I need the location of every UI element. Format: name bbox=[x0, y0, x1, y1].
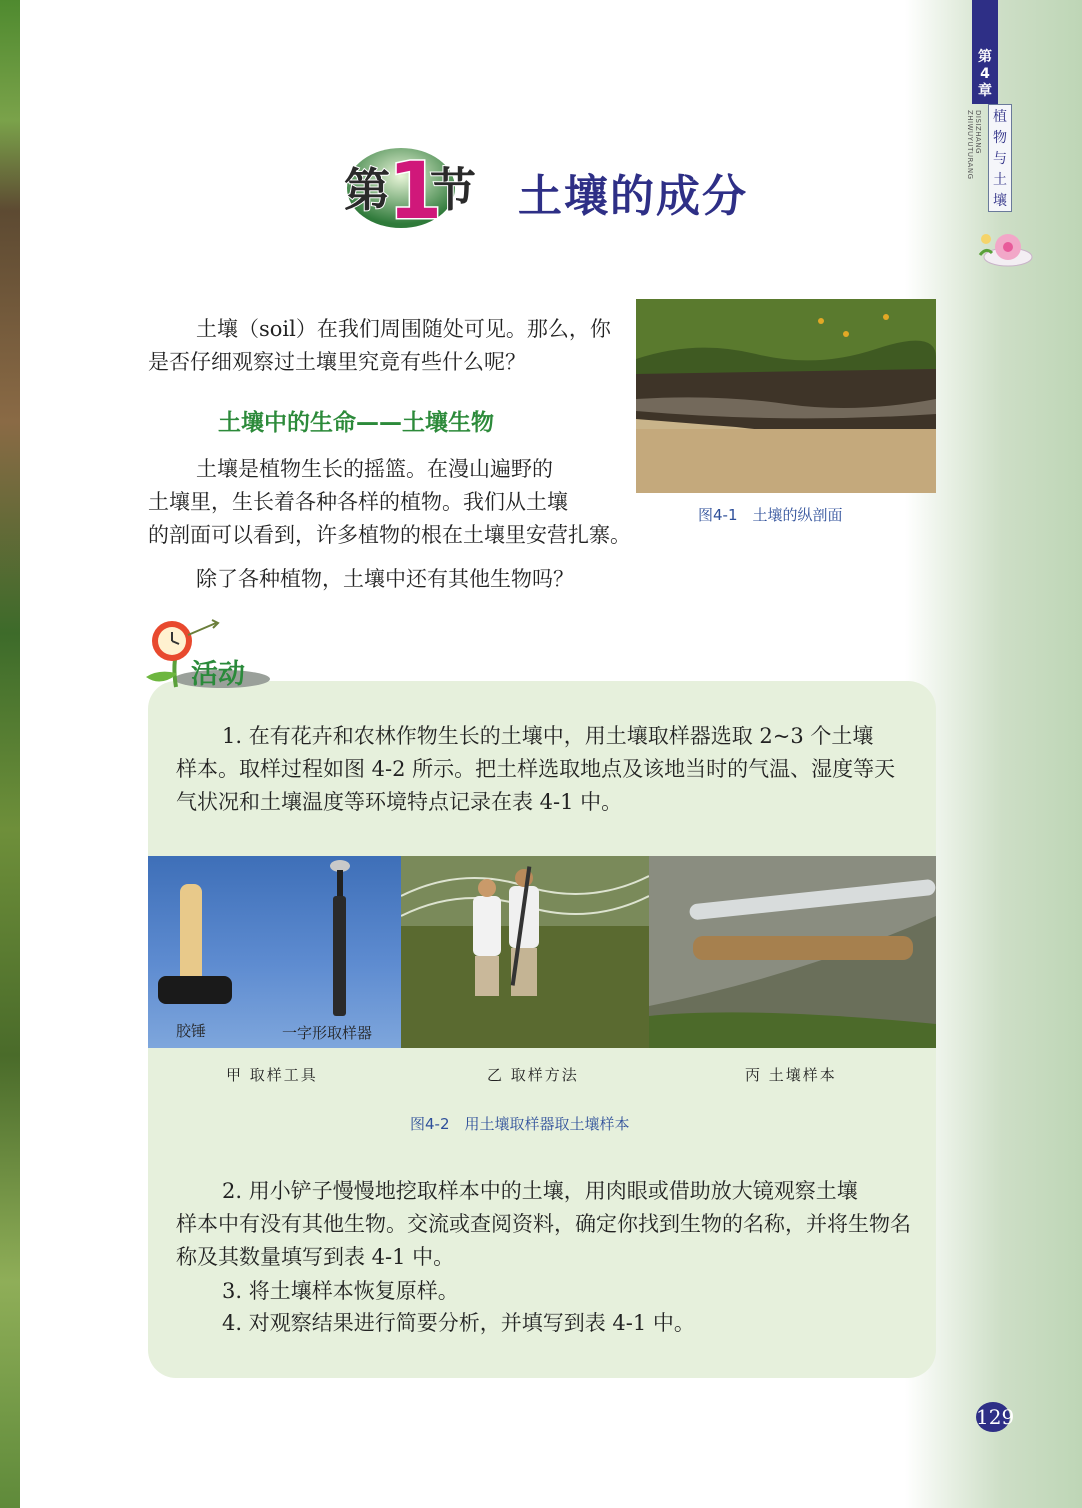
step-line: 2. 用小铲子慢慢地挖取样本中的土壤，用肉眼或借助放大镜观察土壤 bbox=[222, 1179, 858, 1203]
chapter-char: 章 bbox=[978, 83, 992, 99]
topic-char: 植 bbox=[993, 109, 1007, 125]
topic-char: 壤 bbox=[993, 193, 1007, 209]
chapter-char: 4 bbox=[980, 66, 990, 82]
activity-step-3: 3. 将土壤样本恢复原样。 bbox=[222, 1279, 459, 1303]
activity-label: 活动 bbox=[191, 659, 245, 690]
page-title: 土壤的成分 bbox=[518, 171, 748, 222]
step-line: 样本。取样过程如图 4-2 所示。把土样选取地点及该地当时的气温、湿度等天气状况和土壤温度等环境特点记录在表 4-1 中。 bbox=[176, 757, 896, 814]
figure-4-2-caption: 图4-2 用土壤取样器取土壤样本 bbox=[410, 1115, 630, 1133]
step-line: 样本中有没有其他生物。交流或查阅资料，确定你找到生物的名称，并将生物名称及其数量填写到表 4-1 中。 bbox=[176, 1212, 911, 1269]
sampling-method-photo bbox=[401, 856, 649, 1048]
chapter-char: 第 bbox=[978, 49, 992, 65]
soil-sample-photo bbox=[649, 856, 936, 1048]
soil-profile-photo bbox=[636, 299, 936, 493]
flower-cup-icon bbox=[972, 225, 1036, 270]
badge-char-right: 节 bbox=[430, 163, 476, 217]
section-number-badge bbox=[316, 140, 486, 230]
chapter-pinyin: DISIZHANG ZHIWUYUTURANG bbox=[966, 110, 982, 180]
topic-char: 与 bbox=[993, 151, 1007, 167]
intro-paragraph: 土壤（soil）在我们周围随处可见。那么，你是否仔细观察过土壤里究竟有些什么呢？ bbox=[148, 317, 611, 374]
badge-char-left: 第 bbox=[344, 163, 390, 217]
step-line: 1. 在有花卉和农林作物生长的土壤中，用土壤取样器选取 2~3 个土壤 bbox=[222, 724, 874, 748]
left-decorative-strip bbox=[0, 0, 20, 1508]
paragraph-soil-life bbox=[148, 453, 678, 552]
topic-char: 物 bbox=[993, 130, 1007, 146]
label-hammer: 胶锤 bbox=[176, 1022, 207, 1040]
subfigure-caption-a: 甲 取样工具 bbox=[226, 1066, 318, 1084]
activity-step-4: 4. 对观察结果进行简要分析，并填写到表 4-1 中。 bbox=[222, 1311, 695, 1335]
section-heading: 土壤中的生命——土壤生物 bbox=[218, 410, 494, 436]
paragraph-line: 的剖面可以看到，许多植物的根在土壤里安营扎寨。 bbox=[148, 523, 631, 547]
topic-char: 土 bbox=[993, 172, 1007, 188]
activity-step-2 bbox=[176, 1175, 912, 1274]
paragraph-line: 土壤里，生长着各种各样的植物。我们从土壤 bbox=[148, 490, 568, 514]
chapter-tab bbox=[972, 0, 998, 104]
activity-step-1 bbox=[176, 720, 912, 819]
subfigure-caption-b: 乙 取样方法 bbox=[487, 1066, 579, 1084]
paragraph-question: 除了各种植物，土壤中还有其他生物吗？ bbox=[196, 567, 574, 591]
page-number: 129 bbox=[976, 1402, 1010, 1432]
paragraph-line: 土壤是植物生长的摇篮。在漫山遍野的 bbox=[196, 457, 553, 481]
label-sampler: 一字形取样器 bbox=[282, 1024, 373, 1042]
badge-number: 1 bbox=[388, 147, 443, 230]
figure-4-1-caption: 图4-1 土壤的纵剖面 bbox=[698, 506, 843, 524]
chapter-topic bbox=[988, 104, 1012, 212]
subfigure-caption-c: 丙 土壤样本 bbox=[745, 1066, 837, 1084]
